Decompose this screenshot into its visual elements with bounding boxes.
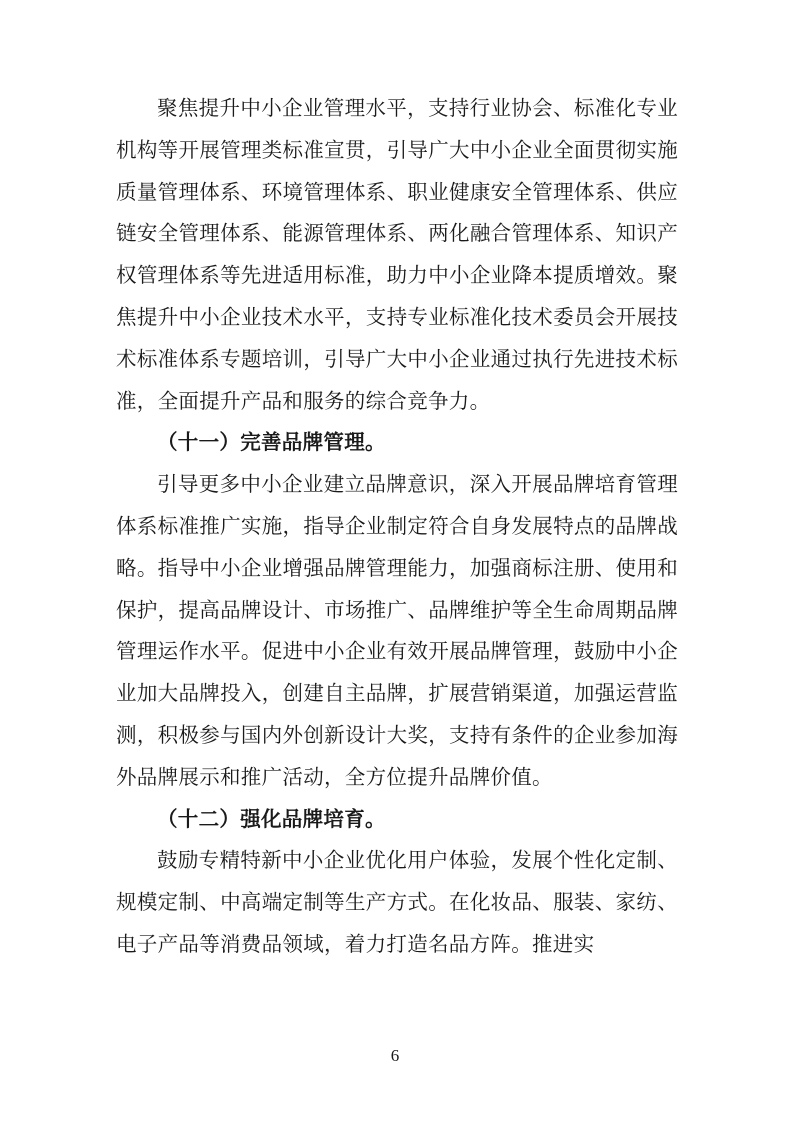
paragraph-brand-cultivation: 鼓励专精特新中小企业优化用户体验，发展个性化定制、规模定制、中高端定制等生产方式。在化妆品、服装、家纺、电子产品等消费品领域，着力打造名品方阵。推进实 xyxy=(116,848,678,956)
page-number: 6 xyxy=(390,1046,400,1065)
section-heading-12: （十二）强化品牌培育。 xyxy=(157,806,386,831)
document-body xyxy=(116,88,678,966)
section-heading-11: （十一）完善品牌管理。 xyxy=(157,430,386,455)
paragraph-brand-management: 引导更多中小企业建立品牌意识，深入开展品牌培育管理体系标准推广实施，指导企业制定符合自身发展特点的品牌战略。指导中小企业增强品牌管理能力，加强商标注册、使用和保护，提高品牌设计、市场推广、品牌维护等全生命周期品牌管理运作水平。促进中小企业有效开展品牌管理，鼓励中小企业加大品牌投入，创建自主品牌，扩展营销渠道，加强运营监测，积极参与国内外创新设计大奖，支持有条件的企业参加海外品牌展示和推广活动，全方位提升品牌价值。 xyxy=(116,472,678,789)
paragraph-management-standards: 聚焦提升中小企业管理水平，支持行业协会、标准化专业机构等开展管理类标准宣贯，引导广大中小企业全面贯彻实施质量管理体系、环境管理体系、职业健康安全管理体系、供应链安全管理体系、能源管理体系、两化融合管理体系、知识产权管理体系等先进适用标准，助力中小企业降本提质增效。聚焦提升中小企业技术水平，支持专业标准化技术委员会开展技术标准体系专题培训，引导广大中小企业通过执行先进技术标准，全面提升产品和服务的综合竞争力。 xyxy=(116,96,678,413)
